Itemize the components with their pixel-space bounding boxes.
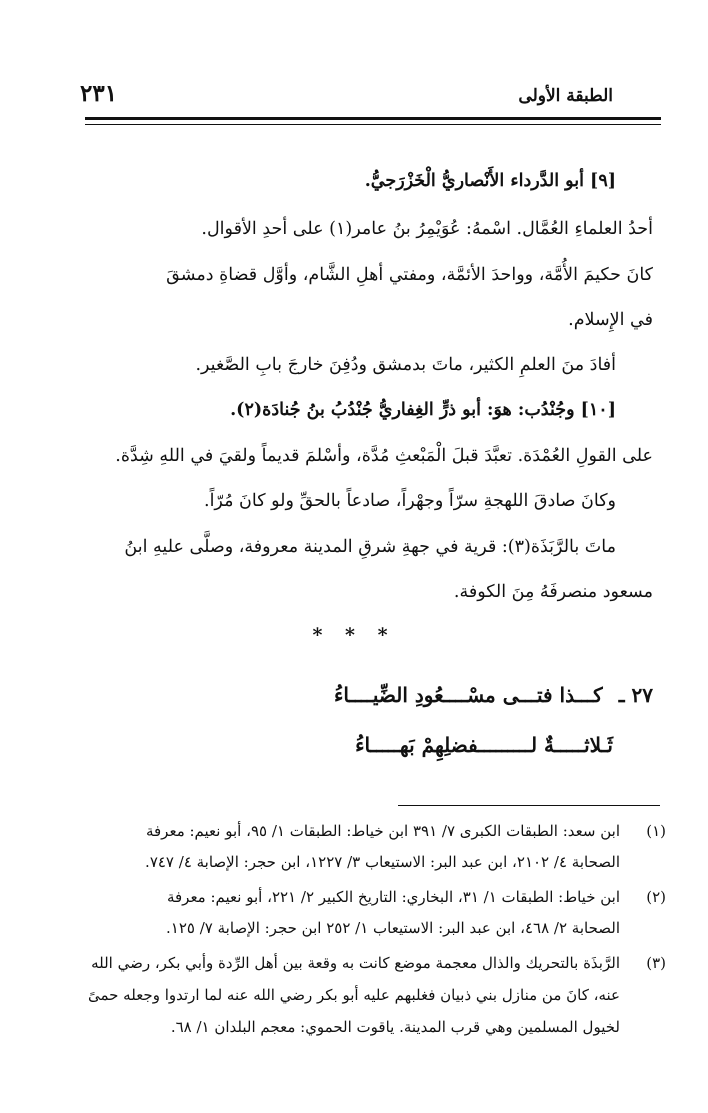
footnote-line: الصحابة ٤/ ٢١٠٢، ابن عبد البر: الاستيعاب ٣/ ١٢٢٧، ابن حجر: الإصابة ٤/ ٧٤٧. xyxy=(145,853,620,871)
entry-heading-abu-darda: [٩] أبو الدَّرداء الأَنْصاريُّ الْخَزْرَجيُّ. xyxy=(364,171,616,191)
footnote-line: عنه، كانَ من منازل بني ذبيان فغلبهم عليه أبو بكر رضي الله عنه لما ارتدوا وجعله حمىً xyxy=(87,986,620,1004)
body-line: وكانَ صادقَ اللهجةِ سرّاً وجهْراً، صادعاً بالحقِّ ولو كانَ مُرّاً. xyxy=(204,491,616,511)
header-rule-thin xyxy=(85,124,661,125)
footnote-line: ابن خياط: الطبقات ١/ ٣١، البخاري: التاريخ الكبير ٢/ ٢٢١، أبو نعيم: معرفة xyxy=(166,888,620,906)
running-title: الطبقة الأولى xyxy=(518,86,613,106)
body-line: على القولِ العُمْدَة. تعبَّدَ قبلَ الْمَبْعثِ مُدَّة، وأسْلمَ قديماً ولقيَ في اللهِ شِدَّة. xyxy=(115,446,653,466)
footnote-number: (٢) xyxy=(646,888,666,906)
footnote-number: (١) xyxy=(646,822,666,840)
verse-hemistich-1: كـــذا فتـــى مسْــــعُودِ الضِّيــــاءُ xyxy=(333,683,603,707)
header-rule-thick xyxy=(85,117,661,120)
body-line: كانَ حكيمَ الأُمَّة، وواحدَ الأئمَّة، ومفتي أهلِ الشَّام، وأوَّل قضاةِ دمشقَ xyxy=(166,265,653,285)
footnote-line: الصحابة ٢/ ٤٦٨، ابن عبد البر: الاستيعاب ١/ ٢٥٢ ابن حجر: الإصابة ٧/ ١٢٥. xyxy=(166,919,620,937)
footnote-line: لخيول المسلمين وهي قرب المدينة. ياقوت الحموي: معجم البلدان ١/ ٦٨. xyxy=(170,1018,620,1036)
page-number: ٢٣١ xyxy=(80,80,118,107)
verse-line-1 xyxy=(334,683,653,707)
footnote-line: الرَّبذَة بالتحريك والذال معجمة موضع كانت به وقعة بين أهل الرِّدة وأبي بكر، رضي الله xyxy=(91,954,620,972)
body-line: في الإِسلام. xyxy=(568,310,653,330)
footnote-rule xyxy=(398,805,660,806)
body-line: ماتَ بالرَّبَذَة(٣): قرية في جهةِ شرقِ المدينة معروفة، وصلَّى عليهِ ابنُ xyxy=(124,537,616,557)
section-separator: * * * xyxy=(312,624,396,646)
verse-number: ٢٧ ـ xyxy=(618,683,653,707)
body-line: أحدُ العلماءِ العُمَّال. اسْمهُ: عُوَيْمِرُ بنُ عامر(١) على أحدِ الأقوال. xyxy=(201,219,653,239)
body-line: مسعود منصرفَهُ مِنَ الكوفة. xyxy=(453,582,653,602)
footnote-line: ابن سعد: الطبقات الكبرى ٧/ ٣٩١ ابن خياط: الطبقات ١/ ٩٥، أبو نعيم: معرفة xyxy=(145,822,620,840)
entry-heading-abu-dharr: [١٠] وجُنْدُب: هوَ: أبو ذرٍّ الغِفاريُّ جُنْدُبُ بنُ جُنادَة(٢). xyxy=(230,400,616,420)
verse-hemistich-2: ثَـلاثـــــةٌ لـــــــــفضلِهِمْ بَهـــــاءُ xyxy=(355,733,613,757)
body-line: أفادَ منَ العلمِ الكثير، ماتَ بدمشق ودُفِنَ خارجَ بابِ الصَّغير. xyxy=(195,355,616,375)
footnote-number: (٣) xyxy=(646,954,666,972)
